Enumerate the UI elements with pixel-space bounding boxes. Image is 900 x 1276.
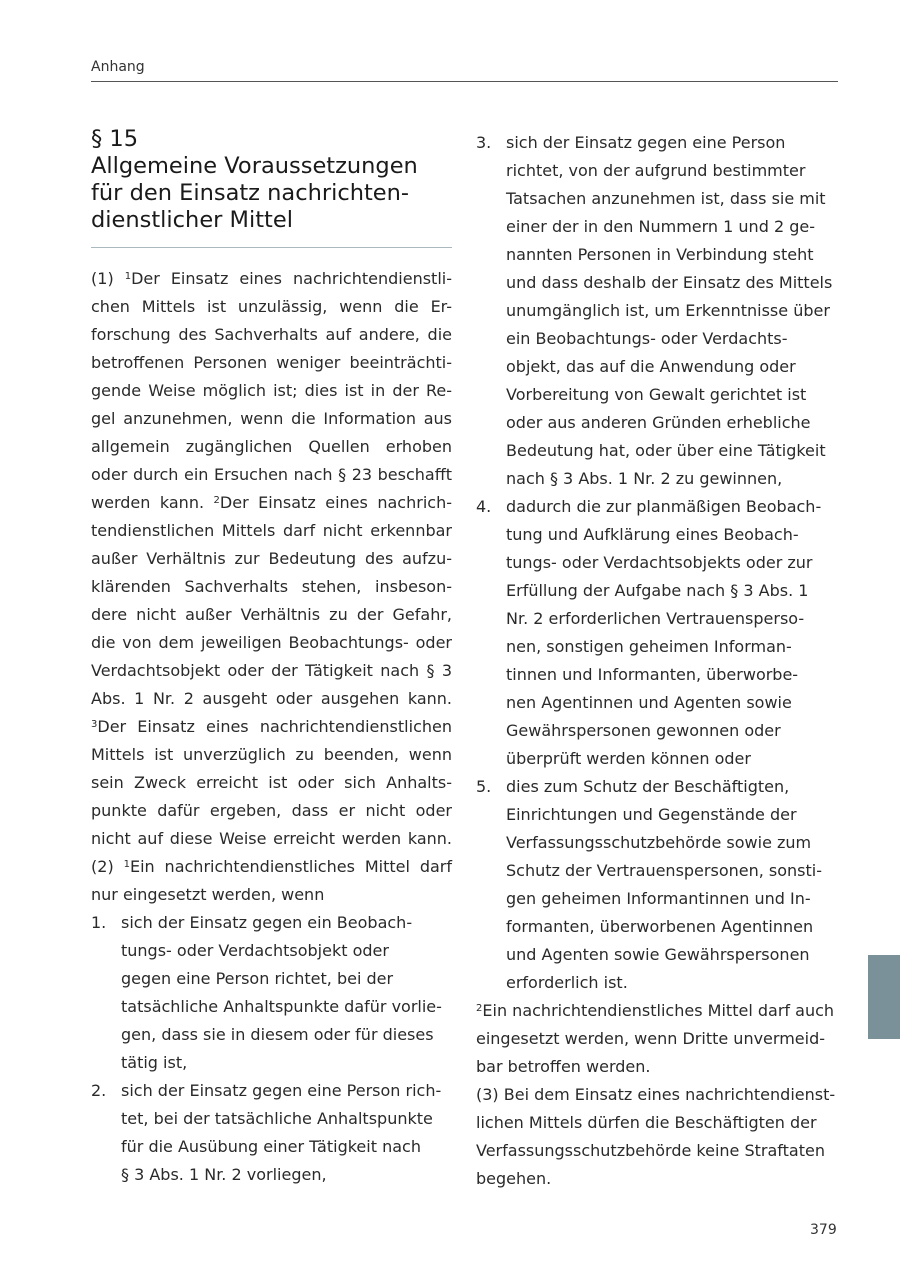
text-line: $^2$Ein nachrichtendienstliches Mittel darf auch — [476, 1001, 835, 1020]
text-line: nannten Personen in Verbindung steht — [506, 245, 814, 264]
list-item — [476, 129, 841, 493]
text-line: unumgänglich ist, um Erkenntnisse über — [506, 301, 830, 320]
numbered-list-left — [91, 909, 452, 1189]
text-line: (1) $^1$Der Einsatz eines nachrichtendienstli- — [91, 269, 453, 288]
text-line: betroffenen Personen weniger beeinträchti- — [91, 353, 452, 372]
paragraph-2 — [91, 853, 452, 909]
text-line: Vorbereitung von Gewalt gerichtet ist — [506, 385, 807, 404]
text-line: $^3$Der Einsatz eines nachrichtendienstlichen — [91, 717, 452, 736]
text-line: nach § 3 Abs. 1 Nr. 2 zu gewinnen, — [506, 469, 783, 488]
list-number: 4. — [476, 497, 492, 516]
paragraph-2-sentence-2 — [476, 997, 841, 1081]
header-rule — [91, 81, 838, 82]
text-line: richtet, von der aufgrund bestimmter — [506, 161, 806, 180]
text-line: gen, dass sie in diesem oder für dieses — [121, 1025, 434, 1044]
text-line: nen Agentinnen und Agenten sowie — [506, 693, 792, 712]
list-item — [476, 773, 841, 997]
text-line: klärenden Sachverhalts stehen, insbeson- — [91, 577, 452, 596]
text-line: überprüft werden können oder — [506, 749, 751, 768]
text-line: erforderlich ist. — [506, 973, 628, 992]
text-line: (2) $^1$Ein nachrichtendienstliches Mittel darf — [91, 857, 453, 876]
paragraph-3 — [476, 1081, 841, 1193]
text-line: Verfassungsschutzbehörde sowie zum — [506, 833, 812, 852]
text-line: dies zum Schutz der Beschäftigten, — [506, 777, 790, 796]
text-line: werden kann. $^2$Der Einsatz eines nachrich- — [91, 493, 452, 512]
text-line: Bedeutung hat, oder über eine Tätigkeit — [506, 441, 826, 460]
text-line: die von dem jeweiligen Beobachtungs- oder — [91, 633, 452, 652]
text-line: tätig ist, — [121, 1053, 188, 1072]
text-line: bar betroffen werden. — [476, 1057, 651, 1076]
text-line: Schutz der Vertrauenspersonen, sonsti- — [506, 861, 822, 880]
text-line: einer der in den Nummern 1 und 2 ge- — [506, 217, 815, 236]
text-line: Tatsachen anzunehmen ist, dass sie mit — [506, 189, 826, 208]
text-line: oder durch ein Ersuchen nach § 23 beschafft — [91, 465, 452, 484]
text-line: Verfassungsschutzbehörde keine Straftaten — [476, 1141, 825, 1160]
section-title-line: Allgemeine Voraussetzungen — [91, 153, 418, 179]
text-line: und Agenten sowie Gewährspersonen — [506, 945, 810, 964]
text-line: tendienstlichen Mittels darf nicht erkennbar — [91, 521, 452, 540]
text-line: § 3 Abs. 1 Nr. 2 vorliegen, — [121, 1165, 327, 1184]
text-line: gel anzunehmen, wenn die Information aus — [91, 409, 452, 428]
text-line: gende Weise möglich ist; dies ist in der Re- — [91, 381, 452, 400]
text-line: allgemein zugänglichen Quellen erhoben — [91, 437, 452, 456]
text-line: für die Ausübung einer Tätigkeit nach — [121, 1137, 421, 1156]
list-item — [91, 909, 452, 1077]
text-line: Mittels ist unverzüglich zu beenden, wenn — [91, 745, 452, 764]
text-line: nicht auf diese Weise erreicht werden kann. — [91, 829, 452, 848]
text-line: Erfüllung der Aufgabe nach § 3 Abs. 1 — [506, 581, 809, 600]
text-line: formanten, überworbenen Agentinnen — [506, 917, 814, 936]
right-column — [476, 129, 841, 1193]
text-line: Gewährspersonen gewonnen oder — [506, 721, 781, 740]
numbered-list-right — [476, 129, 841, 997]
text-line: (3) Bei dem Einsatz eines nachrichtendienst- — [476, 1085, 836, 1104]
list-number: 2. — [91, 1081, 107, 1100]
text-line: tinnen und Informanten, überworbe- — [506, 665, 799, 684]
text-line: dere nicht außer Verhältnis zu der Gefahr, — [91, 605, 452, 624]
text-line: chen Mittels ist unzulässig, wenn die Er- — [91, 297, 452, 316]
text-line: tung und Aufklärung eines Beobach- — [506, 525, 799, 544]
list-number: 5. — [476, 777, 492, 796]
list-item — [476, 493, 841, 773]
text-line: sein Zweck erreicht ist oder sich Anhalts- — [91, 773, 452, 792]
text-line: und dass deshalb der Einsatz des Mittels — [506, 273, 833, 292]
paragraph-1 — [91, 265, 452, 853]
text-line: tungs- oder Verdachtsobjekt oder — [121, 941, 389, 960]
section-heading — [91, 126, 452, 234]
page-number: 379 — [810, 1222, 837, 1238]
heading-rule — [91, 247, 452, 248]
text-line: begehen. — [476, 1169, 552, 1188]
text-line: objekt, das auf die Anwendung oder — [506, 357, 796, 376]
text-line: sich der Einsatz gegen ein Beobach- — [121, 913, 413, 932]
section-title-line: für den Einsatz nachrichten- — [91, 180, 409, 206]
text-line: sich der Einsatz gegen eine Person — [506, 133, 786, 152]
text-line: außer Verhältnis zur Bedeutung des aufzu- — [91, 549, 452, 568]
text-line: Abs. 1 Nr. 2 ausgeht oder ausgehen kann. — [91, 689, 452, 708]
text-line: lichen Mittels dürfen die Beschäftigten der — [476, 1113, 817, 1132]
section-number: § 15 — [91, 126, 139, 152]
text-line: tungs- oder Verdachtsobjekts oder zur — [506, 553, 813, 572]
running-head: Anhang — [91, 59, 145, 75]
text-line: forschung des Sachverhalts auf andere, die — [91, 325, 452, 344]
left-column — [91, 126, 452, 1189]
text-line: nen, sonstigen geheimen Informan- — [506, 637, 792, 656]
text-line: tet, bei der tatsächliche Anhaltspunkte — [121, 1109, 433, 1128]
list-number: 1. — [91, 913, 107, 932]
chapter-tab-marker — [868, 955, 900, 1039]
text-line: ein Beobachtungs- oder Verdachts- — [506, 329, 788, 348]
text-line: tatsächliche Anhaltspunkte dafür vorlie- — [121, 997, 442, 1016]
text-line: punkte dafür ergeben, dass er nicht oder — [91, 801, 452, 820]
text-line: gegen eine Person richtet, bei der — [121, 969, 394, 988]
text-line: oder aus anderen Gründen erhebliche — [506, 413, 811, 432]
text-line: nur eingesetzt werden, wenn — [91, 885, 325, 904]
text-line: Einrichtungen und Gegenstände der — [506, 805, 797, 824]
section-title-line: dienstlicher Mittel — [91, 207, 293, 233]
text-line: gen geheimen Informantinnen und In- — [506, 889, 811, 908]
list-number: 3. — [476, 133, 492, 152]
text-line: sich der Einsatz gegen eine Person rich- — [121, 1081, 442, 1100]
text-line: dadurch die zur planmäßigen Beobach- — [506, 497, 822, 516]
text-line: Verdachtsobjekt oder der Tätigkeit nach § 3 — [91, 661, 452, 680]
text-line: Nr. 2 erforderlichen Vertrauensperso- — [506, 609, 805, 628]
text-line: eingesetzt werden, wenn Dritte unvermeid- — [476, 1029, 825, 1048]
list-item — [91, 1077, 452, 1189]
